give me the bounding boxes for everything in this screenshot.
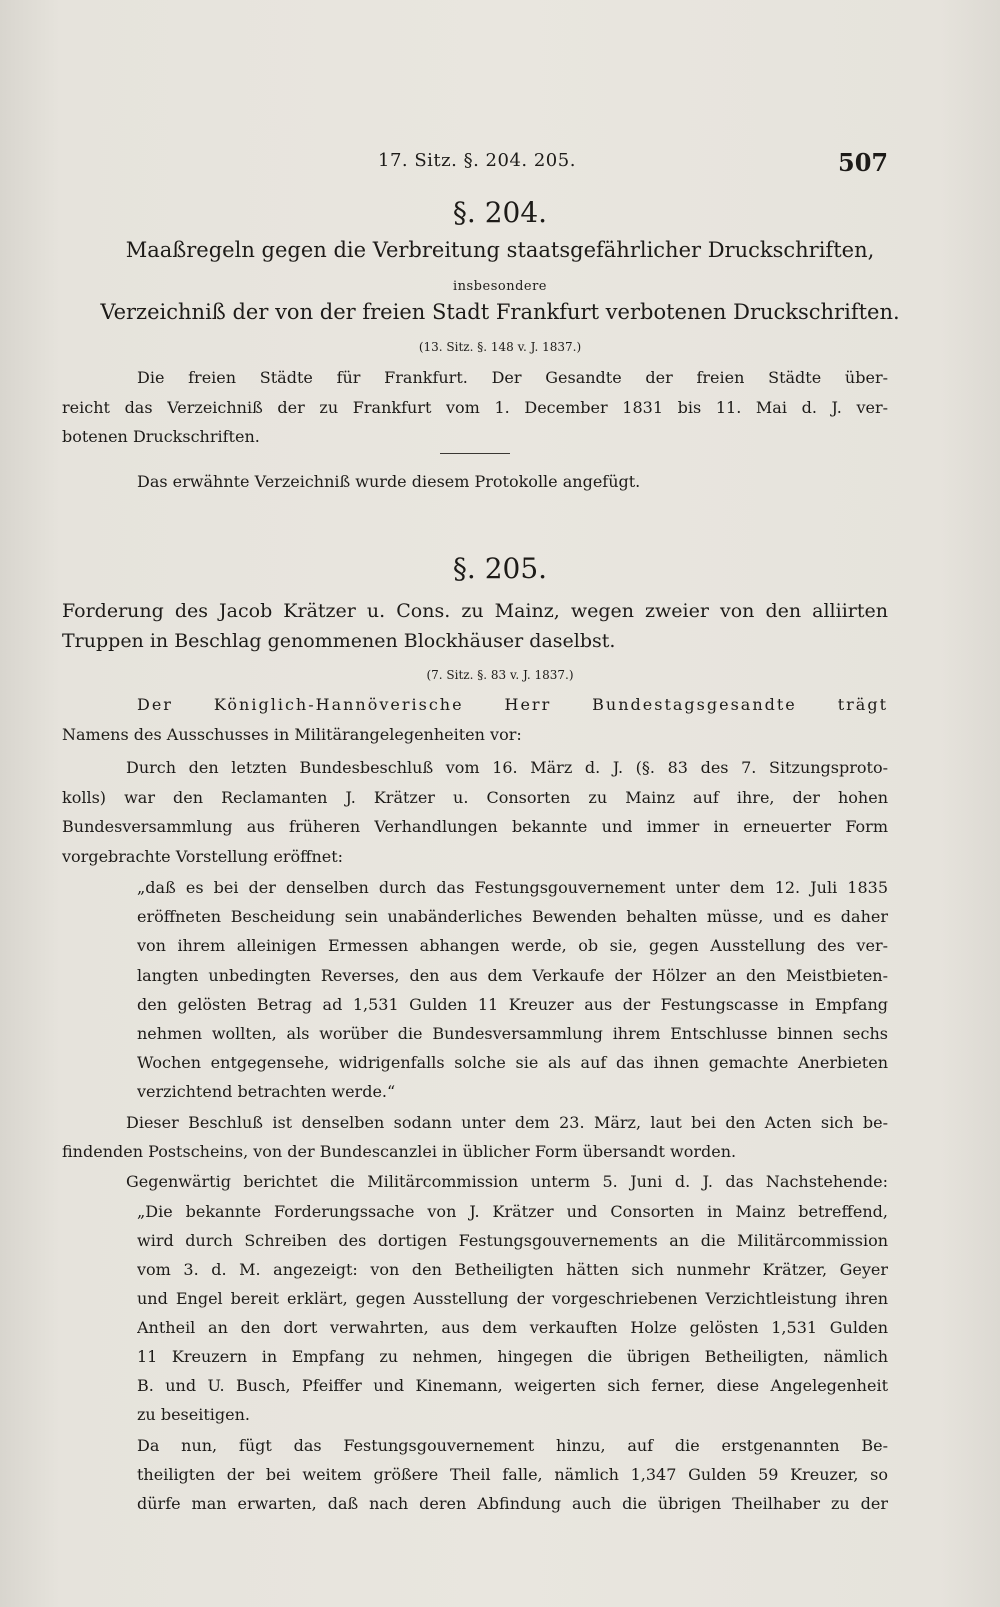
- section-205-line: theiligten der bei weitem größere Theil falle, nämlich 1,347 Gulden 59 Kreuzer, so: [137, 1465, 888, 1484]
- section-205-line: „daß es bei der denselben durch das Festungsgouvernement unter dem 12. Juli 1835: [137, 878, 888, 897]
- section-205-line: Da nun, fügt das Festungsgouvernement hinzu, auf die erstgenannten Be-: [137, 1436, 888, 1455]
- section-205-line: von ihrem alleinigen Ermessen abhangen werde, ob sie, gegen Ausstellung des ver-: [137, 936, 888, 955]
- section-205-line: „Die bekannte Forderungssache von J. Krätzer und Consorten in Mainz betreffend,: [137, 1202, 888, 1221]
- section-205-line: Antheil an den dort verwahrten, aus dem verkauften Holze gelösten 1,531 Gulden: [137, 1318, 888, 1337]
- section-205-line: eröffneten Bescheidung sein unabänderliches Bewenden behalten müsse, und es daher: [137, 907, 888, 926]
- section-204-line: reicht das Verzeichniß der zu Frankfurt vom 1. December 1831 bis 11. Mai d. J. ver-: [62, 398, 888, 417]
- section-205-line: und Engel bereit erklärt, gegen Ausstellung der vorgeschriebenen Verzichtleistung ihren: [137, 1289, 888, 1308]
- section-205-line: den gelösten Betrag ad 1,531 Gulden 11 Kreuzer aus der Festungscasse in Empfang: [137, 995, 888, 1014]
- section-205-line: langten unbedingten Reverses, den aus dem Verkaufe der Hölzer an den Meistbieten-: [137, 966, 888, 985]
- section-205-line: Dieser Beschluß ist denselben sodann unter dem 23. März, laut bei den Acten sich be-: [126, 1113, 888, 1132]
- section-205-line: wird durch Schreiben des dortigen Festungsgouvernements an die Militärcommission: [137, 1231, 888, 1250]
- section-205-line: B. und U. Busch, Pfeiffer und Kinemann, weigerten sich ferner, diese Angelegenheit: [137, 1376, 888, 1395]
- section-205-line: Namens des Ausschusses in Militärangelegenheiten vor:: [62, 725, 522, 744]
- running-header: 17. Sitz. §. 204. 205.: [378, 150, 576, 171]
- page-header: [0, 150, 1000, 180]
- section-205-line: findenden Postscheins, von der Bundescanzlei in üblicher Form übersandt worden.: [62, 1142, 737, 1161]
- page-number: 507: [838, 148, 889, 177]
- section-204-note: Das erwähnte Verzeichniß wurde diesem Protokolle angefügt.: [137, 472, 641, 491]
- section-205-line: nehmen wollten, als worüber die Bundesversammlung ihrem Entschlusse binnen sechs: [137, 1024, 888, 1043]
- section-205-line: Der Königlich-Hannöverische Herr Bundestagsgesandte trägt: [137, 695, 888, 714]
- section-205-line: vom 3. d. M. angezeigt: von den Betheiligten hätten sich nunmehr Krätzer, Geyer: [137, 1260, 888, 1279]
- section-205-line: dürfe man erwarten, daß nach deren Abfindung auch die übrigen Theilhaber zu der: [137, 1494, 888, 1513]
- section-205-line: Gegenwärtig berichtet die Militärcommission unterm 5. Juni d. J. das Nachstehende:: [126, 1172, 888, 1191]
- section-205-reference: (7. Sitz. §. 83 v. J. 1837.): [426, 668, 574, 682]
- section-204-line: Die freien Städte für Frankfurt. Der Gesandte der freien Städte über-: [137, 368, 888, 387]
- section-205-line: Bundesversammlung aus früheren Verhandlungen bekannte und immer in erneuerter Form: [62, 817, 888, 836]
- section-204-subheading: insbesondere: [452, 279, 547, 294]
- section-205-line: Wochen entgegensehe, widrigenfalls solche sie als auf das ihnen gemachte Anerbieten: [137, 1053, 888, 1072]
- section-205-line: vorgebrachte Vorstellung eröffnet:: [62, 847, 344, 866]
- section-205-line: 11 Kreuzern in Empfang zu nehmen, hingegen die übrigen Betheiligten, nämlich: [137, 1347, 888, 1366]
- section-205-heading-line: Forderung des Jacob Krätzer u. Cons. zu Mainz, wegen zweier von den alliirten: [62, 600, 888, 622]
- section-205-line: zu beseitigen.: [137, 1405, 250, 1424]
- section-divider: [440, 453, 510, 454]
- section-205-line: kolls) war den Reclamanten J. Krätzer u. Consorten zu Mainz auf ihre, der hohen: [62, 788, 888, 807]
- section-number-204: §. 204.: [452, 196, 548, 229]
- section-number-205: §. 205.: [452, 552, 548, 585]
- section-204-heading-2: Verzeichniß der von der freien Stadt Frankfurt verbotenen Druckschriften.: [100, 300, 900, 324]
- section-205-line: Durch den letzten Bundesbeschluß vom 16. März d. J. (§. 83 des 7. Sitzungsproto-: [126, 758, 888, 777]
- section-204-line: botenen Druckschriften.: [62, 427, 260, 446]
- section-204-reference: (13. Sitz. §. 148 v. J. 1837.): [418, 340, 582, 354]
- section-205-line: verzichtend betrachten werde.“: [137, 1082, 396, 1101]
- section-205-heading-line: Truppen in Beschlag genommenen Blockhäuser daselbst.: [62, 630, 616, 652]
- section-204-heading: Maaßregeln gegen die Verbreitung staatsgefährlicher Druckschriften,: [125, 238, 875, 262]
